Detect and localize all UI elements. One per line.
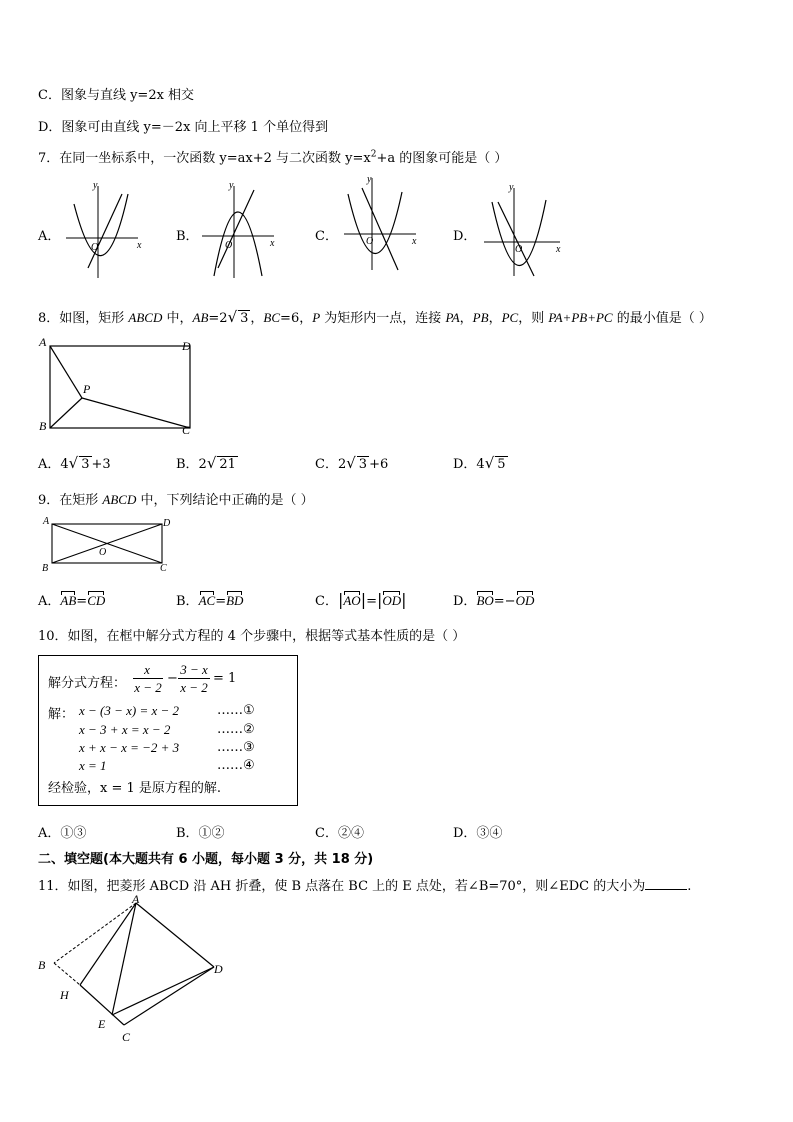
q7-option-d-label: D． [453, 229, 477, 244]
q10-fraction2-den: x − 2 [180, 680, 208, 695]
q10-stem: 10．如图，在框中解分式方程的 4 个步骤中，根据等式基本性质的是（ ） [38, 629, 466, 644]
q9-rectangle-figure [38, 513, 178, 573]
svg-text:O: O [91, 242, 99, 253]
q10-step4: x = 1 [79, 758, 107, 773]
q9-option-a: A．AB=CD [38, 593, 106, 609]
q10-option-a: A．①③ [38, 826, 87, 841]
q9-option-c: C．|AO|=|OD| [315, 590, 407, 609]
q10-step2-mark: ……② [217, 722, 255, 737]
q10-option-c: C．②④ [315, 826, 364, 841]
svg-text:x: x [270, 238, 275, 249]
q10-option-b: B．①② [176, 826, 225, 841]
svg-text:y: y [93, 180, 98, 191]
q10-box-title: 解分式方程： [48, 676, 127, 691]
q10-fraction2-bar [178, 678, 210, 679]
svg-text:y: y [229, 180, 234, 191]
q10-rhs: = 1 [213, 671, 237, 686]
svg-text:O: O [225, 240, 233, 251]
svg-text:O: O [366, 236, 374, 247]
q11-stem: 11．如图，把菱形 ABCD 沿 AH 折叠，使 B 点落在 BC 上的 E 点处，若∠B=70°，则∠EDC 的大小为 . [38, 879, 692, 894]
q8-option-b: B．2√ 21 [176, 454, 236, 472]
q10-check: 经检验，x = 1 是原方程的解. [48, 781, 222, 796]
q9-option-d: D．BO=−OD [453, 593, 535, 609]
q10-fraction1-bar [133, 678, 163, 679]
q10-option-d: D．③④ [453, 826, 503, 841]
q10-step2: x − 3 + x = x − 2 [79, 722, 171, 737]
q10-step1: x − (3 − x) = x − 2 [79, 703, 180, 718]
svg-text:D: D [214, 962, 223, 976]
svg-text:x: x [412, 236, 417, 247]
svg-text:C: C [122, 1030, 131, 1044]
svg-text:x: x [556, 244, 561, 255]
q7-option-a-label: A． [38, 229, 61, 244]
svg-text:A: A [132, 893, 140, 906]
q10-sol-label: 解： [48, 707, 75, 722]
q10-step3: x + x − x = −2 + 3 [79, 740, 180, 755]
svg-text:A: A [39, 335, 47, 349]
q8-stem: 8．如图，矩形 ABCD 中，AB=2√ 3 ，BC=6，P 为矩形内一点，连接 PA，PB，PC，则 PA+PB+PC 的最小值是（ ） [38, 308, 712, 326]
q11-rhombus-figure [32, 893, 232, 1049]
svg-text:D: D [182, 339, 191, 353]
svg-text:y: y [367, 174, 372, 185]
svg-text:B: B [42, 563, 49, 573]
svg-text:B: B [38, 958, 46, 972]
svg-text:C: C [182, 423, 191, 437]
q8-option-c: C．2√ 3 +6 [315, 454, 389, 472]
q10-fraction1-den: x − 2 [134, 680, 162, 695]
svg-text:H: H [60, 988, 69, 1002]
svg-text:B: B [39, 419, 47, 433]
q8-option-d: D．4√ 5 [453, 454, 506, 472]
q8-rectangle-figure [36, 334, 202, 438]
svg-text:O: O [515, 244, 523, 255]
q10-solution-box [38, 655, 298, 806]
q7-option-c-label: C． [315, 229, 338, 244]
q6-option-c: C．图象与直线 y=2x 相交 [38, 88, 195, 103]
q10-fraction1-num: x [144, 662, 150, 677]
q10-step3-mark: ……③ [217, 740, 255, 755]
q9-stem: 9．在矩形 ABCD 中，下列结论中正确的是（ ） [38, 492, 314, 508]
q6-option-d: D．图象可由直线 y=－2x 向上平移 1 个单位得到 [38, 120, 329, 135]
svg-text:E: E [98, 1017, 106, 1031]
q7-graph-b [198, 180, 282, 280]
svg-text:y: y [509, 182, 514, 193]
q10-minus: − [167, 671, 178, 686]
q7-option-b-label: B． [176, 229, 199, 244]
svg-text:A: A [43, 516, 50, 527]
q7-graph-c [338, 174, 422, 274]
q7-graph-d [480, 182, 566, 278]
q10-step4-mark: ……④ [217, 758, 255, 773]
svg-text:x: x [137, 240, 142, 251]
q8-option-a: A．4√ 3 +3 [38, 454, 111, 472]
q10-step1-mark: ……① [217, 703, 255, 718]
q11-answer-blank [645, 877, 687, 890]
q7-graph-a [62, 180, 146, 280]
q9-option-b: B．AC=BD [176, 593, 244, 609]
svg-text:O: O [99, 547, 107, 558]
svg-text:D: D [163, 518, 171, 529]
svg-text:C: C [160, 563, 167, 573]
q7-stem: 7．在同一坐标系中，一次函数 y=ax+2 与二次函数 $y=x^2+a$ 的图象可能是（ ） [38, 149, 508, 166]
svg-text:P: P [83, 382, 91, 396]
section-2-heading: 二、填空题(本大题共有 6 小题，每小题 3 分，共 18 分) [38, 852, 374, 867]
q10-fraction2-num: 3 − x [180, 662, 208, 677]
